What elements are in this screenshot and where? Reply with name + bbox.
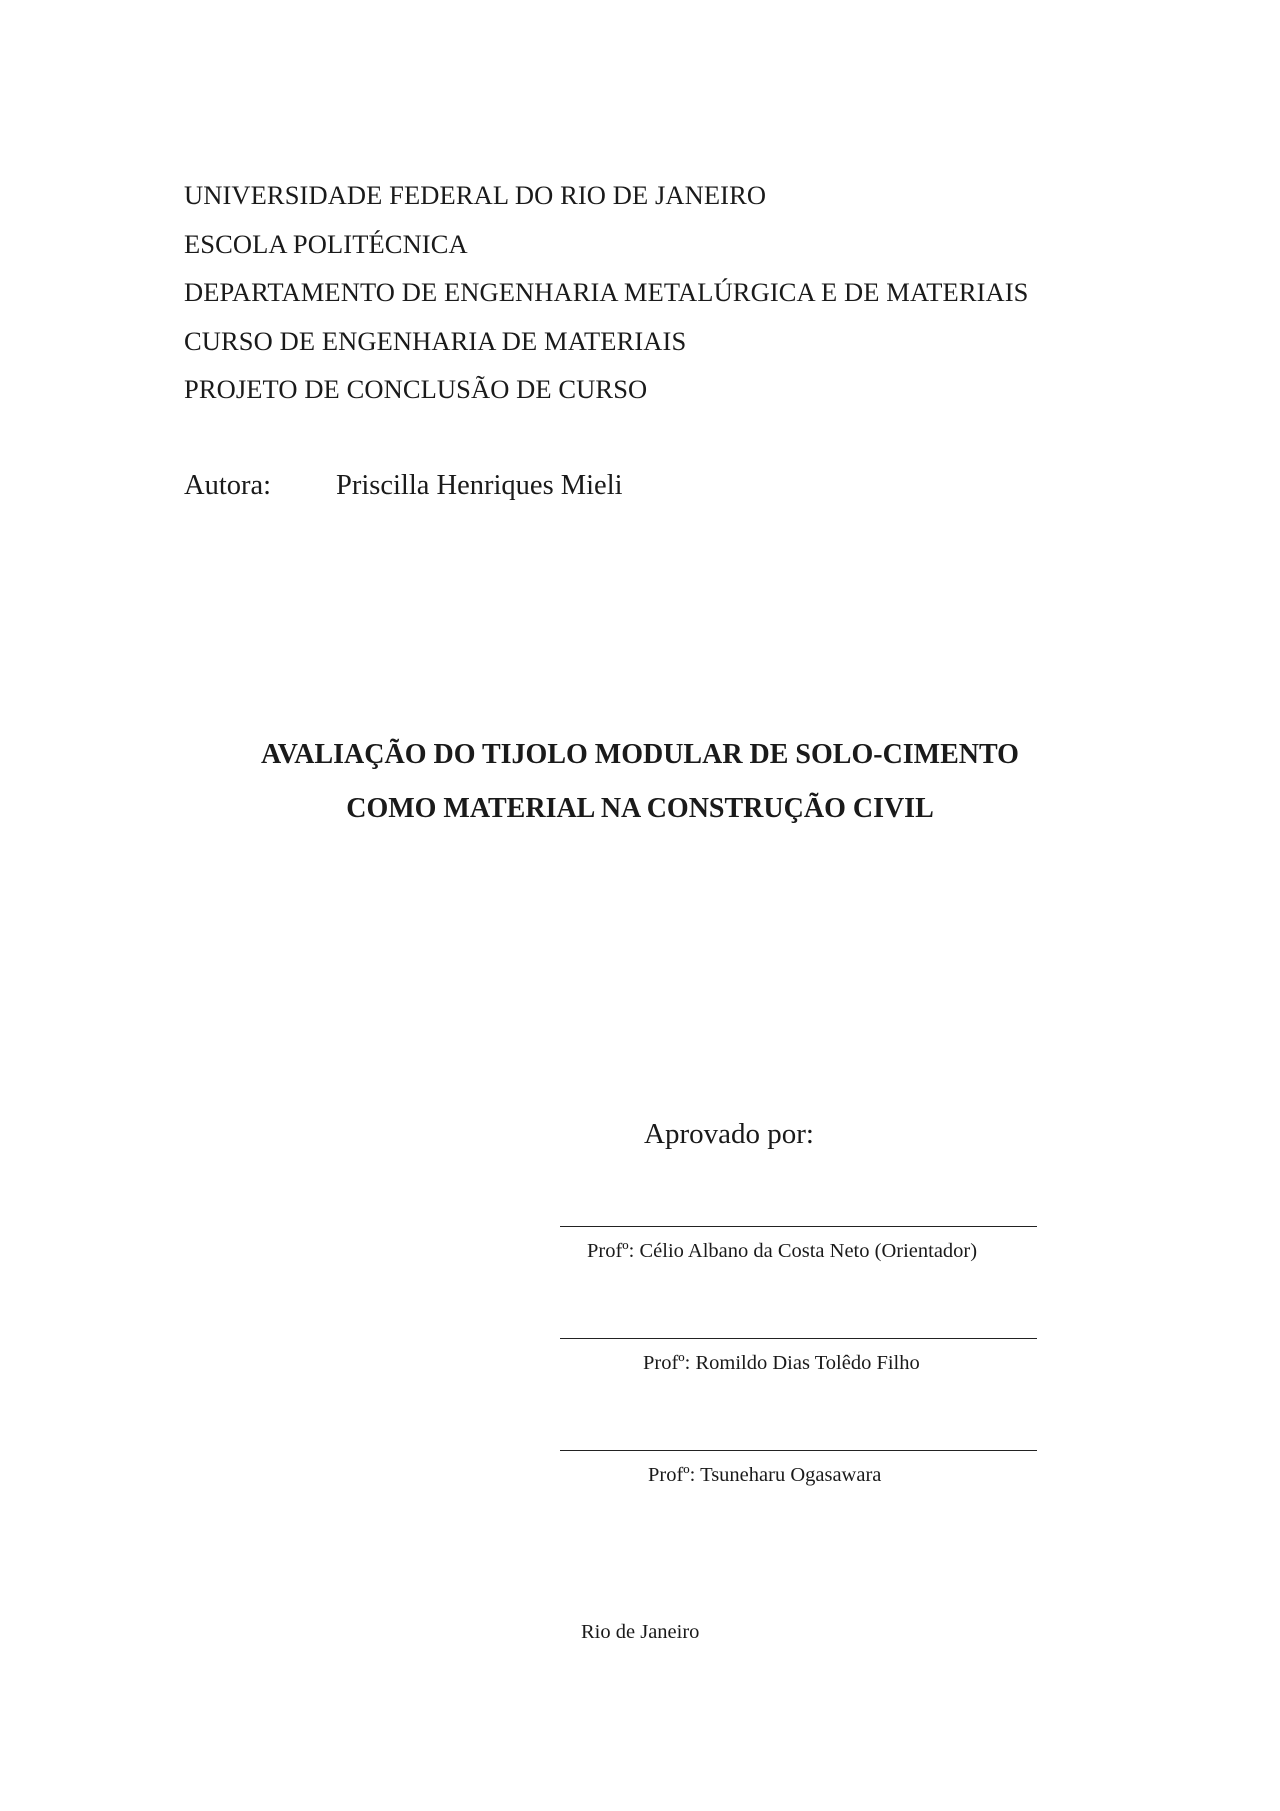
project-type: PROJETO DE CONCLUSÃO DE CURSO [184,374,648,404]
institution-header [184,171,1029,414]
approval-label: Aprovado por: [644,1118,814,1150]
university-name: UNIVERSIDADE FEDERAL DO RIO DE JANEIRO [184,180,767,210]
signatory-name: Profº: Célio Albano da Costa Neto (Orientador) [587,1240,978,1262]
signature-block-examiner-1 [560,1338,1037,1374]
city: Rio de Janeiro [581,1621,700,1643]
signature-line [560,1226,1037,1227]
course-name: CURSO DE ENGENHARIA DE MATERIAIS [184,325,687,356]
title-line-1: AVALIAÇÃO DO TIJOLO MODULAR DE SOLO-CIMENTO [261,739,1019,770]
signature-line [560,1450,1037,1451]
department-name: DEPARTAMENTO DE ENGENHARIA METALÚRGICA E DE MATERIAIS [184,277,1029,307]
signature-block-examiner-2 [560,1450,1037,1486]
author-label: Autora: [184,470,272,501]
signature-line [560,1338,1037,1339]
thesis-title [0,728,1280,836]
signature-block-advisor [560,1226,1037,1262]
signatory-name: Profº: Romildo Dias Tolêdo Filho [643,1352,920,1374]
author-row [184,466,623,506]
signatory-name: Profº: Tsuneharu Ogasawara [648,1464,882,1486]
author-name: Priscilla Henriques Mieli [336,470,623,501]
title-line-2: COMO MATERIAL NA CONSTRUÇÃO CIVIL [346,793,934,824]
school-name: ESCOLA POLITÉCNICA [184,228,468,259]
